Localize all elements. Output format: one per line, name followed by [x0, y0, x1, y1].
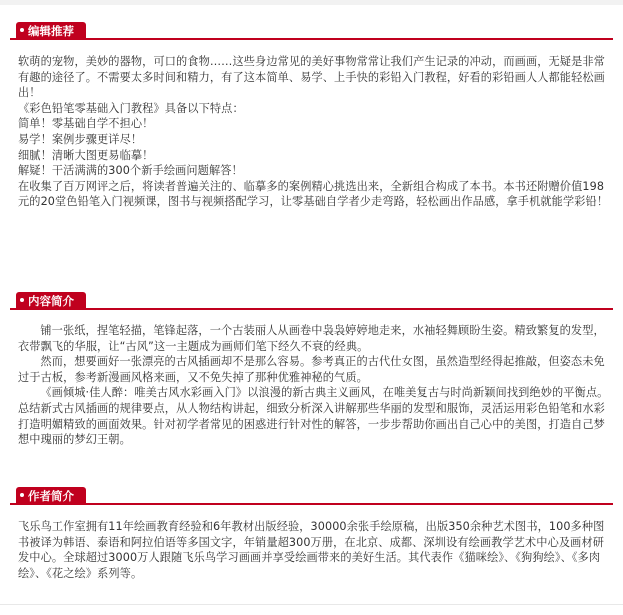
paragraph-feature-qa: 解疑！干活满满的300个新手绘画问题解答！: [18, 164, 243, 178]
paragraph-content-1: 铺一张纸，捏笔轻描，笔锋起落，一个古装丽人从画卷中袅袅婷婷地走来，水袖轻舞顾盼生姿。精致繁复的发型，衣带飘飞的华服，让“古风”这一主题成为画师们笔下经久不衰的经典。: [18, 324, 605, 353]
paragraph-features-heading: 《彩色铅笔零基础入门教程》具备以下特点：: [18, 101, 244, 115]
section-header-editor-recommend: [10, 20, 613, 42]
section-title-editor-recommend: 编辑推荐: [16, 22, 86, 40]
paragraph-intro: 软萌的宠物，美妙的器物，可口的食物……这些身边常见的美好事物常常让我们产生记录的冲动，而画画，无疑是非常有趣的途径了。不需要太多时间和精力，有了这本简单、易学、上手快的彩铅入门教程，好看的彩铅画人人都能轻松画出！: [18, 55, 605, 100]
paragraph-feature-detailed: 细腻！清晰大图更易临摹！: [18, 148, 154, 162]
section-header-author-intro: [10, 485, 613, 507]
section-body-editor-recommend: [18, 54, 610, 210]
paragraph-author: 飞乐鸟工作室拥有11年绘画教育经验和6年教材出版经验，30000余张手绘原稿，出版350余种艺术图书，100多种图书被译为韩语、泰语和阿拉伯语等多国文字，年销量超300万册，在北京、成都、深圳设有绘画教学艺术中心及画材研发中心。全球超过3000万人跟随飞乐鸟学习画画并享受绘画带来的美好生活。其代表作《猫咪绘》、《狗狗绘》、《多肉绘》、《花之绘》系列等。: [18, 520, 605, 580]
paragraph-content-3: 《画倾城·佳人醉：唯美古风水彩画入门》以浪漫的新古典主义画风，在唯美复古与时尚新颖间找到绝妙的平衡点。总结新式古风插画的规律要点，从人物结构讲起，细致分析深入讲解那些华丽的发型和服饰，灵活运用彩色铅笔和水彩打造明媚精致的画面效果。针对初学者常见的困惑进行针对性的解答，一步步帮助你画出自己心中的美图，打造自己梦想中瑰丽的梦幻王朝。: [18, 386, 609, 447]
paragraph-content-2: 然而，想要画好一张漂亮的古风插画却不是那么容易。参考真正的古代仕女图，虽然造型经得起推敲，但姿态未免过于古板，参考新漫画风格来画，又不免失掉了那种优雅神秘的气质。: [18, 355, 605, 384]
bottom-divider: [0, 604, 623, 605]
section-header-rule: [10, 503, 613, 505]
top-divider: [0, 0, 623, 5]
section-title-content-intro: 内容简介: [16, 292, 86, 310]
section-body-content-intro: [18, 323, 610, 448]
section-title-author-intro: 作者简介: [16, 487, 86, 505]
paragraph-feature-easy: 易学！案例步骤更详尽！: [18, 132, 143, 146]
section-body-author-intro: [18, 519, 610, 581]
paragraph-summary: 在收集了百万网评之后，将读者普遍关注的、临摹多的案例精心挑选出来，全新组合构成了本书。本书还附赠价值198元的20堂色铅笔入门视频课，图书与视频搭配学习，让零基础自学者少走弯路，轻松画出作品感，拿手机就能学彩铅！: [18, 179, 609, 209]
section-header-rule: [10, 38, 613, 40]
paragraph-feature-simple: 简单！零基础自学不担心！: [18, 117, 154, 131]
section-header-rule: [10, 308, 613, 310]
section-header-content-intro: [10, 290, 613, 312]
